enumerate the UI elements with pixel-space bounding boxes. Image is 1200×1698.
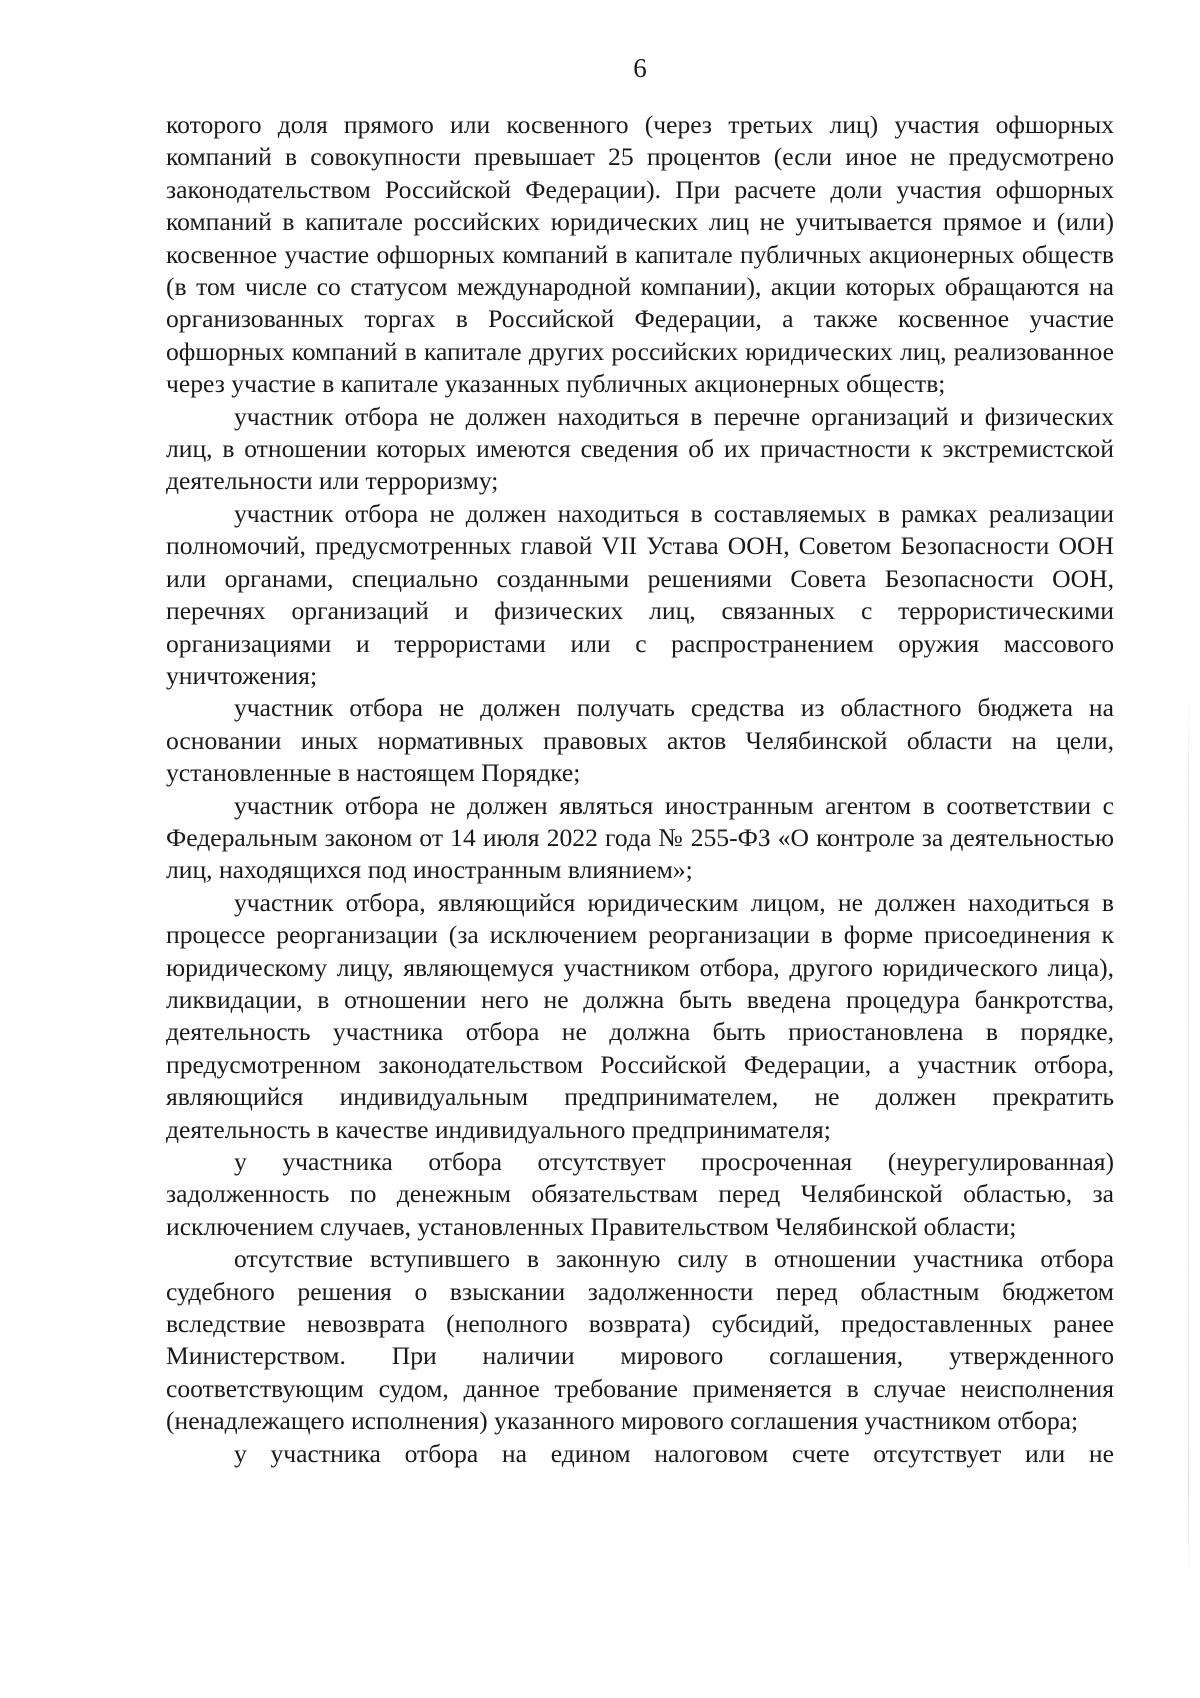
paragraph-foreign-agent: участник отбора не должен являться иностранным агентом в соответствии с Федеральным законом от 14 июля 2022 года № 255-ФЗ «О контроле за деятельностью лиц, находящихся под иностранным влиянием»; <box>166 790 1114 885</box>
document-body <box>166 109 1114 1470</box>
paragraph-offshore-share: которого доля прямого или косвенного (через третьих лиц) участия офшорных компаний в совокупности превышает 25 процентов (если иное не предусмотрено законодательством Российской Федерации). При расчете доли участия офшорных компаний в капитале российских юридических лиц не учитывается прямое и (или) косвенное участие офшорных компаний в капитале публичных акционерных обществ (в том числе со статусом международной компании), акции которых обращаются на организованных торгах в Российской Федерации, а также косвенное участие офшорных компаний в капитале других российских юридических лиц, реализованное через участие в капитале указанных публичных акционерных обществ; <box>166 110 1114 399</box>
paragraph-reorganization-bankruptcy: участник отбора, являющийся юридическим лицом, не должен находиться в процессе реорганизации (за исключением реорганизации в форме присоединения к юридическому лицу, являющемуся участником отбора, другого юридического лица), ликвидации, в отношении него не должна быть введена процедура банкротства, деятельность участника отбора не должна быть приостановлена в порядке, предусмотренном законодательством Российской Федерации, а участник отбора, являющийся индивидуальным предпринимателем, не должен прекратить деятельность в качестве индивидуального предпринимателя; <box>166 887 1114 1144</box>
paragraph-extremism-list: участник отбора не должен находиться в перечне организаций и физических лиц, в отношении которых имеются сведения об их причастности к экстремистской деятельности или терроризму; <box>166 401 1114 496</box>
paragraph-un-sanctions-list: участник отбора не должен находиться в составляемых в рамках реализации полномочий, предусмотренных главой VII Устава ООН, Советом Безопасности ООН или органами, специально созданными решениями Совета Безопасности ООН, перечнях организаций и физических лиц, связанных с террористическими организациями и террористами или с распространением оружия массового уничтожения; <box>166 498 1114 690</box>
scan-edge-line <box>1188 680 1189 1580</box>
paragraph-overdue-debt: у участника отбора отсутствует просроченная (неурегулированная) задолженность по денежным обязательствам перед Челябинской областью, за исключением случаев, установленных Правительством Челябинской области; <box>166 1147 1114 1241</box>
paragraph-court-decision: отсутствие вступившего в законную силу в отношении участника отбора судебного решения о взыскании задолженности перед областным бюджетом вследствие невозврата (неполного возврата) субсидий, предоставленных ранее Министерством. При наличии мирового соглашения, утвержденного соответствующим судом, данное требование применяется в случае неисполнения (ненадлежащего исполнения) указанного мирового соглашения участником отбора; <box>166 1244 1114 1436</box>
paragraph-tax-account: у участника отбора на едином налоговом счете отсутствует или не <box>234 1438 1114 1468</box>
page-number: 6 <box>633 53 647 83</box>
paragraph-no-other-budget-funds: участник отбора не должен получать средства из областного бюджета на основании иных нормативных правовых актов Челябинской области на цели, установленные в настоящем Порядке; <box>166 693 1114 788</box>
